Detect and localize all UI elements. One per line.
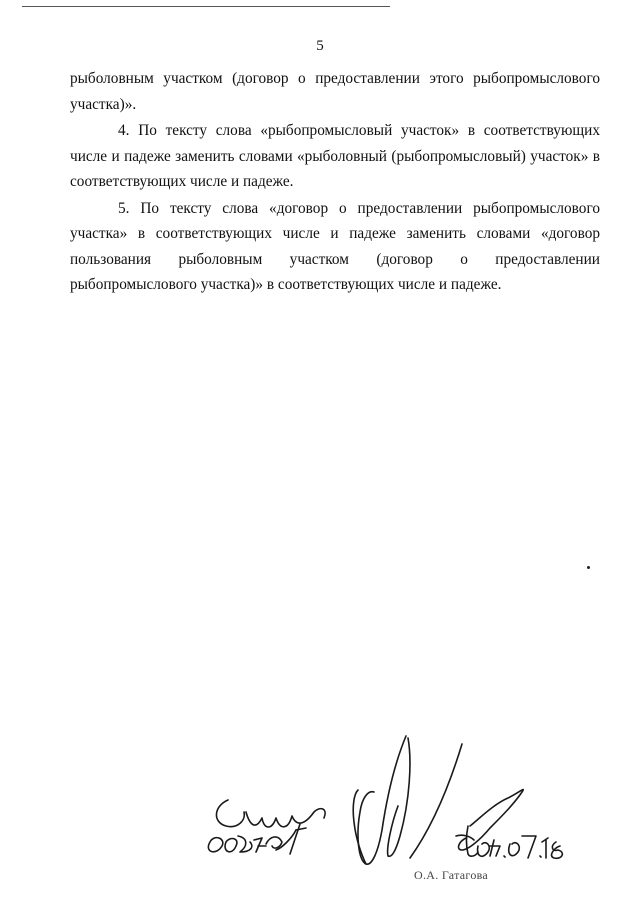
- page-number: 5: [316, 38, 324, 54]
- signer-name: О.А. Гатагова: [414, 868, 489, 882]
- paragraph-item-4: 4. По тексту слова «рыбопромысловый участок» в соответствующих числе и падеже заменить словами «рыболовный (рыбопромысловый) участок» в соответствующих числе и падеже.: [70, 122, 600, 190]
- paragraph-continuation: рыболовным участком (договор о предоставлении этого рыбопромыслового участка)».: [70, 70, 600, 113]
- right-signature-mark: [456, 790, 562, 859]
- main-signature-mark: [353, 736, 462, 864]
- paragraph-item-5: 5. По тексту слова «договор о предоставлении рыбопромыслового участка» в соответствующих числе и падеже заменить словами «договор пользования рыболовным участком (договор о предоставлении рыбопромыслового участка)» в соответствующих числе и падеже.: [70, 199, 600, 293]
- left-signature-mark: [208, 800, 325, 854]
